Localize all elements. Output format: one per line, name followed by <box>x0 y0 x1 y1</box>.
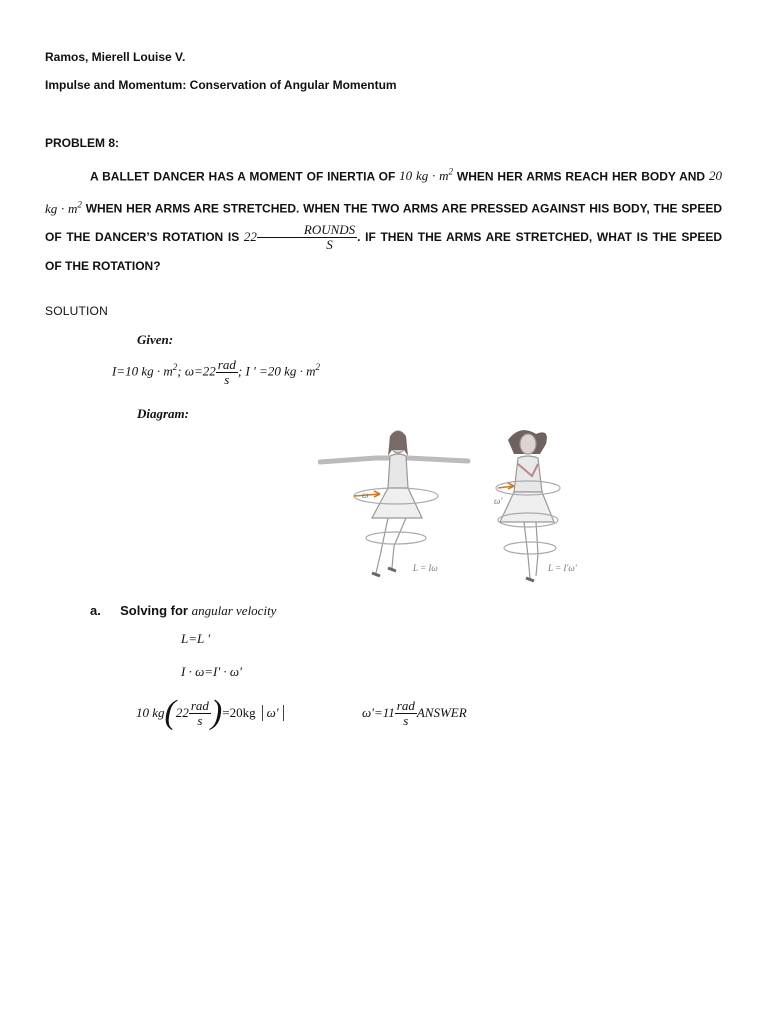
answer-label: ANSWER <box>416 705 467 720</box>
diagram-omega-left: ω <box>362 490 369 500</box>
document-topic: Impulse and Momentum: Conservation of Angular Momentum <box>45 78 397 92</box>
step-a-subject: angular velocity <box>191 603 277 618</box>
dancer-arms-pressed-figure <box>496 430 560 581</box>
problem-statement <box>45 158 722 280</box>
equation-l-equals-l-prime: L=L ' <box>181 631 211 646</box>
speed-value: 22 <box>243 228 257 244</box>
ballet-dancer-diagram <box>318 428 588 593</box>
problem-text-2: WHEN HER ARMS REACH HER BODY AND <box>456 169 706 184</box>
given-equation: I=10 kg · $m^2$; ω=22 $\frac{\text{rad}}{s}$ ; I ' =20 kg · $m^2$ <box>112 357 320 387</box>
diagram-momentum-left: L = Iω <box>413 563 438 573</box>
inertia-1: 10 kg · $m^2$ <box>399 167 453 184</box>
problem-text-3: WHEN HER ARMS ARE STRETCHED. WHEN THE TWO ARMS ARE PRESSED AGAINST HIS BODY, THE SPEED OF THE DANCER’S ROTATION IS <box>45 201 722 244</box>
given-label: Given: <box>137 332 174 347</box>
diagram-omega-right: ω' <box>494 496 503 506</box>
equation-answer: ω'=11 $\frac{\text{rad}}{s}$ ANSWER <box>362 697 467 728</box>
step-a-marker: a. <box>90 603 101 618</box>
problem-text-1: A BALLET DANCER HAS A MOMENT OF INERTIA OF <box>90 169 396 184</box>
equation-i-omega: I · ω=I' · ω' <box>181 664 242 679</box>
problem-text-4: . IF THEN THE ARMS ARE STRETCHED, WHAT IS THE SPEED OF THE ROTATION? <box>45 229 722 273</box>
equation-substitution: 10 kg ( 22 $\frac{\text{rad}}{s}$ ) =20kg ω' <box>136 692 284 734</box>
diagram-momentum-right: L = I'ω' <box>548 563 577 573</box>
problem-title: PROBLEM 8: <box>45 136 120 150</box>
solution-title: SOLUTION <box>45 304 108 318</box>
inertia-2: 20 kg · $m^2$ <box>45 168 722 216</box>
step-a-heading <box>90 603 276 619</box>
author-name: Ramos, Mierell Louise V. <box>45 50 186 64</box>
step-a-label: Solving for <box>120 603 188 618</box>
dancer-arms-stretched-figure <box>320 431 468 576</box>
diagram-label: Diagram: <box>137 406 189 421</box>
speed-fraction: $\frac{\text{ROUNDS}}{S}$ <box>257 223 357 251</box>
